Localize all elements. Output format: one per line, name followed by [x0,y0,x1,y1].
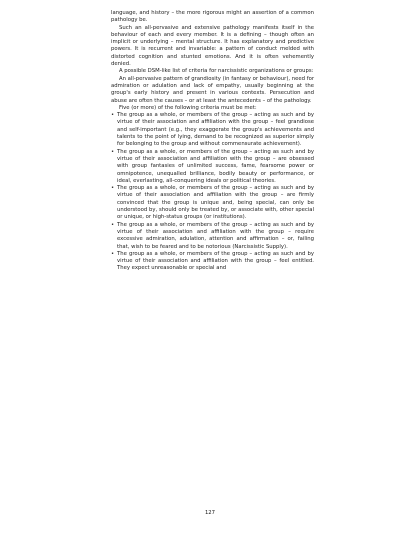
page-number: 127 [204,510,216,516]
criterion-text: The group as a whole, or members of the group – acting as such and by virtue of their association and affiliation with the group – require excessive admiration, adulation, attention and affirmation – or, failing that, wish to be feared and to be notorious (Narcissistic Supply). [117,221,314,250]
criteria-list [111,112,314,273]
list-item [111,185,314,221]
paragraph-dsm-intro: A possible DSM-like list of criteria for narcissistic organizations or groups: [119,68,314,75]
paragraph-grandiosity: An all-pervasive pattern of grandiosity (in fantasy or behaviour), need for admiration or adulation and lack of empathy, usually beginning at the group's early history and present in various contexts. Persecution and abuse are often the causes – or at least the antecedents – of the pathology. [111,75,314,104]
list-item [111,112,314,148]
bullet-icon: • [111,148,115,155]
list-item [111,149,314,185]
paragraph-continued: language, and history – the more rigorous might an assertion of a common pathology be. [111,10,314,24]
criterion-text: The group as a whole, or members of the group – acting as such and by virtue of their association and affiliation with the group – are firmly convinced that the group is unique and, being special, can only be understood by, should only be treated by, or associate with, other special or unique, or high-status groups (or institutions). [117,185,314,221]
criterion-text: The group as a whole, or members of the group – acting as such and by virtue of their association and affiliation with the group – feel entitled. They expect unreasonable or special and [117,250,314,272]
paragraph-criteria-lead: Five (or more) of the following criteria must be met: [119,104,257,111]
list-item [111,251,314,273]
paragraph-pathology: Such an all-pervasive and extensive pathology manifests itself in the behaviour of each and every member. It is a defining – though often an implicit or underlying – mental structure. It has explanatory and predictive powers. It is recurrent and invariable: a pattern of conduct melded with distorted cognition and stunted emotions. And it is often vehemently denied. [111,24,314,68]
list-item [111,222,314,251]
page-body [111,10,314,273]
bullet-icon: • [111,112,115,119]
bullet-icon: • [111,221,115,228]
bullet-icon: • [111,185,115,192]
bullet-icon: • [111,250,115,257]
criterion-text: The group as a whole, or members of the group – acting as such and by virtue of their association and affiliation with the group – feel grandiose and self-important (e.g., they exaggerate the group's achievements and talents to the point of lying, demand to be recognized as superior simply for belonging to the group and without commensurate achievement). [117,112,314,148]
criterion-text: The group as a whole, or members of the group – acting as such and by virtue of their association and affiliation with the group – are obsessed with group fantasies of unlimited success, fame, fearsome power or omnipotence, unequalled brilliance, bodily beauty or performance, or ideal, everlasting, all-conquering ideals or political theories. [117,148,314,184]
